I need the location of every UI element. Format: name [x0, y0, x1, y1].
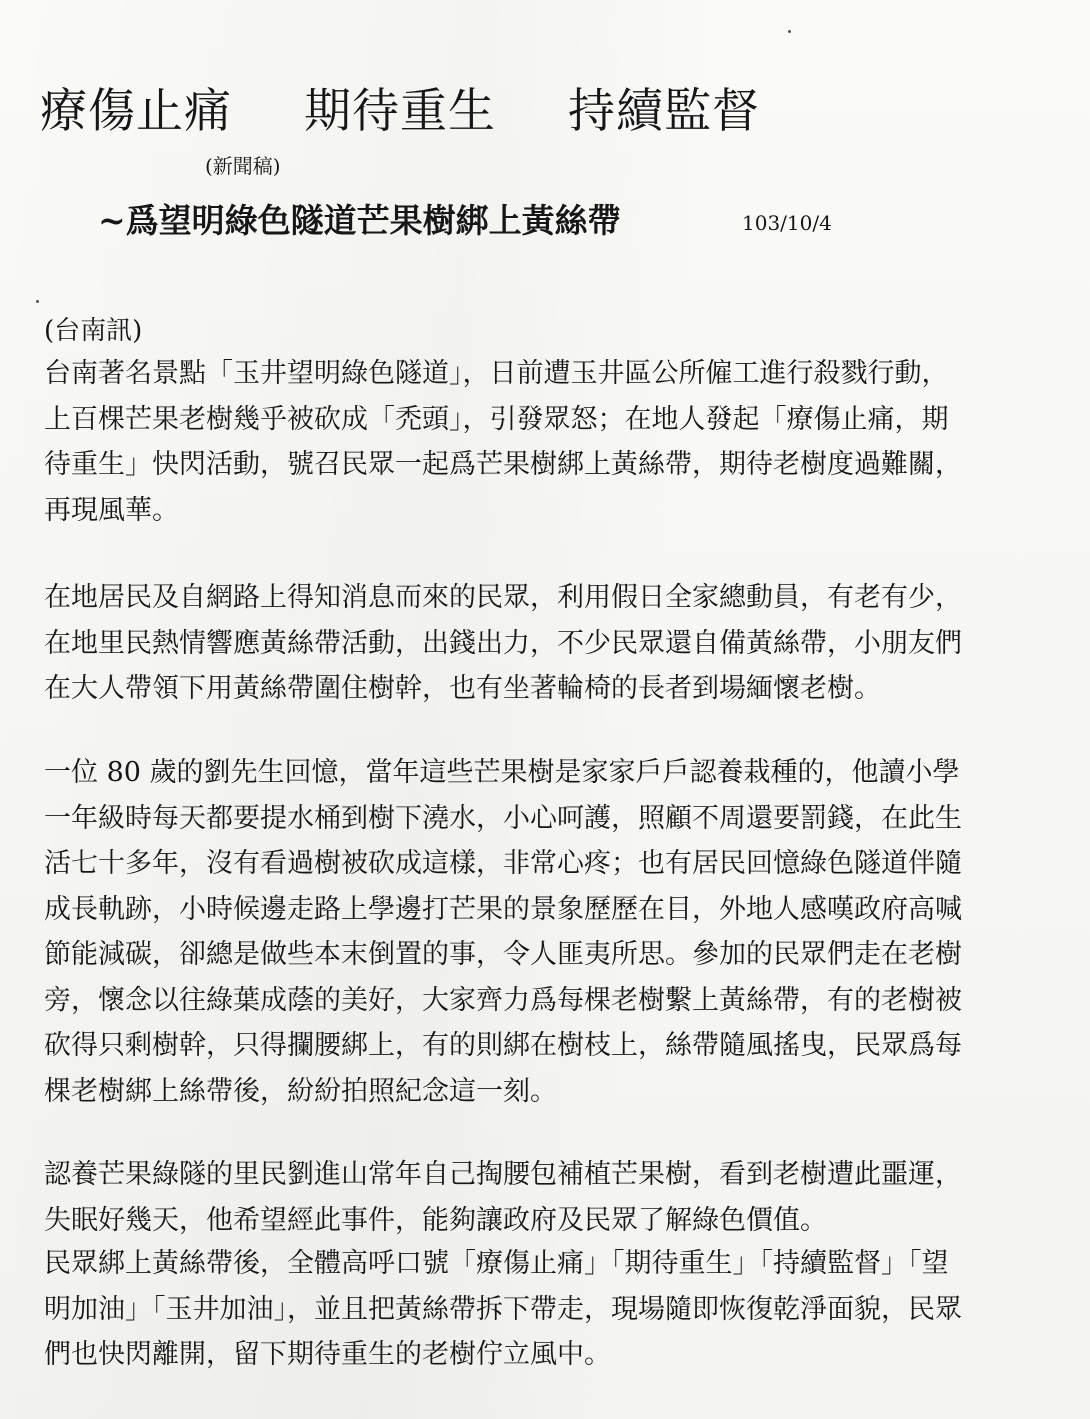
dateline: (台南訊): [44, 316, 143, 346]
release-date: 103/10/4: [742, 211, 832, 235]
paragraph-line: 們也快閃離開，留下期待重生的老樹佇立風中。: [44, 1339, 611, 1370]
paragraph-line: 砍得只剩樹幹，只得攔腰綁上，有的則綁在樹枝上，絲帶隨風搖曳，民眾爲每: [44, 1030, 962, 1061]
headline-part-3: 持續監督: [568, 84, 760, 139]
headline: [40, 82, 760, 142]
paragraph-line: 在地里民熱情響應黃絲帶活動，出錢出力，不少民眾還自備黃絲帶，小朋友們: [44, 627, 962, 659]
paragraph-line: 成長軌跡，小時候邊走路上學邊打芒果的景象歷歷在目，外地人感嘆政府高喊: [44, 893, 962, 925]
paragraph-line: 上百棵芒果老樹幾乎被砍成「禿頭」，引發眾怒；在地人發起「療傷止痛，期: [44, 403, 949, 435]
paragraph-line: 在地居民及自網路上得知消息而來的民眾，利用假日全家總動員，有老有少，: [44, 582, 962, 613]
scan-speck: [788, 30, 791, 33]
press-release-label: (新聞稿): [205, 154, 281, 178]
paragraph-line: 認養芒果綠隧的里民劉進山常年自己掏腰包補植芒果樹，看到老樹遭此噩運，: [44, 1159, 962, 1190]
paragraph-line: 再現風華。: [44, 494, 179, 526]
paragraph-line: 待重生」快閃活動，號召民眾一起爲芒果樹綁上黃絲帶，期待老樹度過難關，: [44, 449, 962, 480]
paragraph-line: 台南著名景點「玉井望明綠色隧道」，日前遭玉井區公所僱工進行殺戮行動，: [44, 358, 949, 389]
paragraph-line: 節能減碳，卻總是做些本末倒置的事，令人匪夷所思。參加的民眾們走在老樹: [44, 939, 962, 970]
paragraph-line: 一年級時每天都要提水桶到樹下澆水，小心呵護，照顧不周還要罰錢，在此生: [44, 802, 962, 834]
paragraph-line: 棵老樹綁上絲帶後，紛紛拍照紀念這一刻。: [44, 1075, 557, 1107]
scan-speck: [36, 300, 39, 303]
headline-part-2: 期待重生: [304, 84, 496, 139]
paragraph-line: 民眾綁上黃絲帶後，全體高呼口號「療傷止痛」「期待重生」「持續監督」「望: [44, 1248, 949, 1279]
headline-part-1: 療傷止痛: [40, 84, 232, 139]
paragraph-line: 旁，懷念以往綠葉成蔭的美好，大家齊力爲每棵老樹繫上黃絲帶，有的老樹被: [44, 984, 962, 1016]
subtitle: ~爲望明綠色隧道芒果樹綁上黃絲帶: [98, 201, 621, 240]
paragraph-line: 明加油」「玉井加油」，並且把黃絲帶拆下帶走，現場隨即恢復乾淨面貌，民眾: [44, 1293, 962, 1325]
paragraph-3: [44, 750, 1054, 1114]
paragraph-line: 在大人帶領下用黃絲帶圍住樹幹，也有坐著輪椅的長者到場緬懷老樹。: [44, 673, 881, 704]
paragraph-5: [44, 1241, 1054, 1378]
paragraph-line: 活七十多年，沒有看過樹被砍成這樣，非常心疼；也有居民回憶綠色隧道伴隨: [44, 848, 962, 879]
paragraph-4: [44, 1152, 1054, 1243]
paragraph-1: [44, 351, 1054, 533]
paragraph-line: 失眠好幾天，他希望經此事件，能夠讓政府及民眾了解綠色價值。: [44, 1204, 827, 1236]
paragraph-line: 一位 80 歲的劉先生回憶，當年這些芒果樹是家家戶戶認養栽種的，他讀小學: [44, 757, 960, 788]
paragraph-2: [44, 575, 1054, 712]
